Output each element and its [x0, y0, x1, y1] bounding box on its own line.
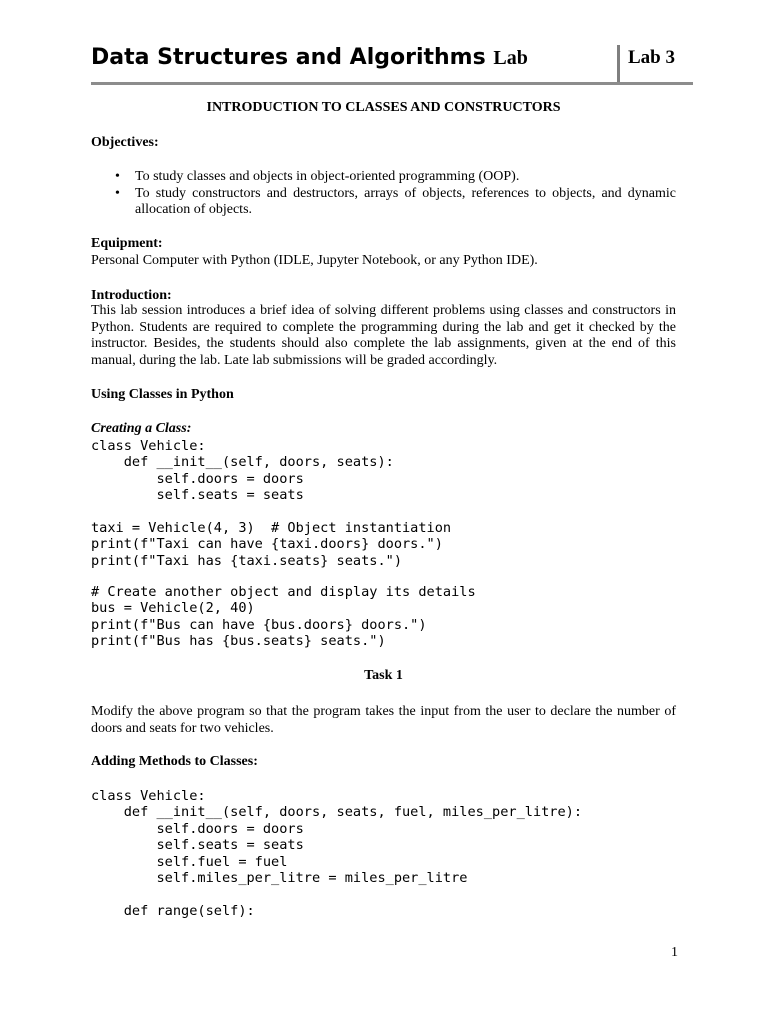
page-number: 1 — [671, 945, 678, 960]
objectives-list — [115, 169, 676, 219]
course-title — [91, 44, 528, 72]
equipment-text: Personal Computer with Python (IDLE, Jupyter Notebook, or any Python IDE). — [91, 253, 538, 268]
lab-number: Lab 3 — [628, 47, 675, 68]
objectives-heading: Objectives: — [91, 135, 159, 150]
header-rule — [91, 82, 693, 85]
task1-heading: Task 1 — [364, 668, 403, 683]
course-title-suffix: Lab — [493, 47, 528, 69]
creating-class-heading: Creating a Class: — [91, 421, 192, 436]
introduction-heading: Introduction: — [91, 288, 172, 303]
adding-methods-heading: Adding Methods to Classes: — [91, 754, 258, 769]
code-block-bus: # Create another object and display its details bus = Vehicle(2, 40) print(f"Bus can have {bus.doors} doors.") print(f"Bus has {bus.seats} seats.") — [91, 584, 476, 650]
code-block-taxi: taxi = Vehicle(4, 3) # Object instantiation print(f"Taxi can have {taxi.doors} doors.") print(f"Taxi has {taxi.seats} seats.") — [91, 520, 452, 569]
list-item: • To study constructors and destructors, arrays of objects, references to objects, and dynamic allocation of objects. — [115, 186, 676, 219]
code-block-vehicle-methods: class Vehicle: def __init__(self, doors, seats, fuel, miles_per_litre): self.doors = doors self.seats = seats self.fuel = fuel self.miles_per_litre = miles_per_litre — [91, 788, 583, 887]
code-block-class-definition: class Vehicle: def __init__(self, doors, seats): self.doors = doors self.seats = seats — [91, 438, 394, 504]
document-title: INTRODUCTION TO CLASSES AND CONSTRUCTORS — [206, 100, 561, 115]
header-divider-vertical — [617, 45, 620, 83]
course-title-main: Data Structures and Algorithms — [91, 45, 486, 70]
code-block-range-method: def range(self): — [91, 903, 255, 919]
list-item: • To study classes and objects in object-oriented programming (OOP). — [115, 169, 676, 186]
introduction-text: This lab session introduces a brief idea of solving different problems using classes and constructors in Python. Students are required to complete the programming during the lab and get it checked by the instructor. Besides, the students should also complete the lab assignments, given at the end of this manual, during the lab. Late lab submissions will be graded accordingly. — [91, 303, 676, 368]
equipment-heading: Equipment: — [91, 236, 163, 251]
using-classes-heading: Using Classes in Python — [91, 387, 234, 402]
task1-text: Modify the above program so that the program takes the input from the user to declare the number of doors and seats for two vehicles. — [91, 704, 676, 736]
